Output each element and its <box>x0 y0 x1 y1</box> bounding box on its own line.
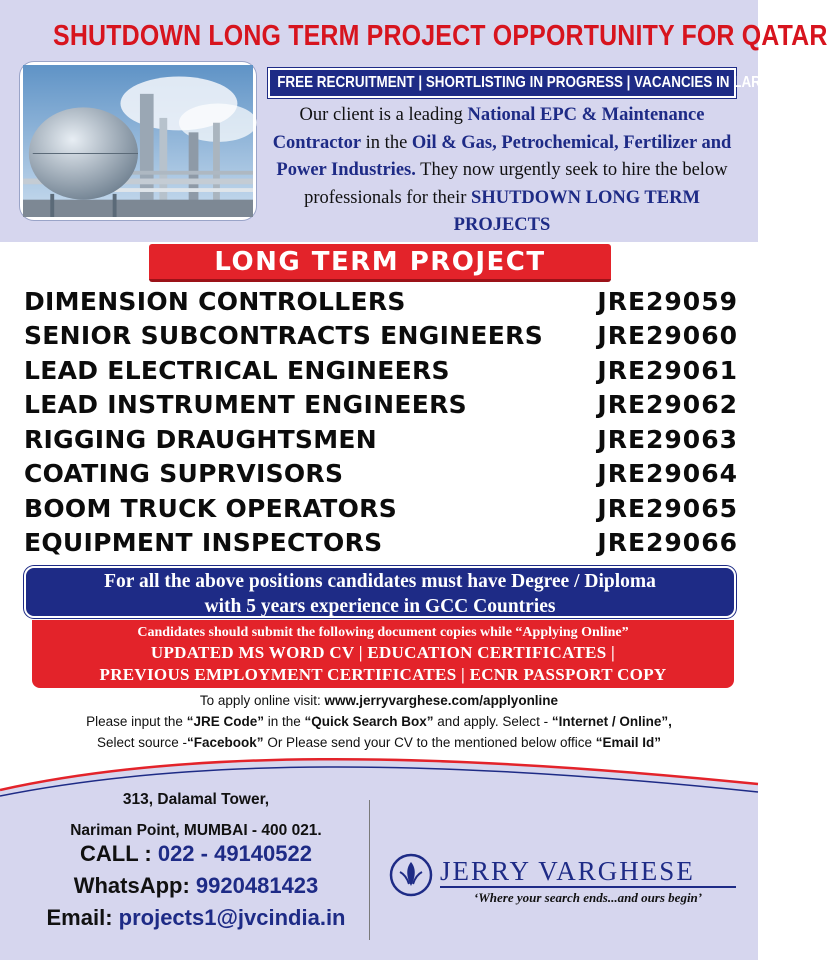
apply-emphasis: “Internet / Online”, <box>551 714 672 729</box>
list-item <box>24 319 738 354</box>
email-label: Email: <box>46 905 119 930</box>
job-code: JRE29060 <box>597 321 738 351</box>
apply-text: To apply online visit: <box>199 693 325 708</box>
recruitment-banner-text: FREE RECRUITMENT | SHORTLISTING IN PROGRESS | VACANCIES IN LARGE NOS. <box>277 74 817 91</box>
apply-emphasis: “Email Id” <box>595 735 662 750</box>
documents-line-2: PREVIOUS EMPLOYMENT CERTIFICATES | ECNR PASSPORT COPY <box>99 665 667 684</box>
job-title: DIMENSION CONTROLLERS <box>24 286 406 316</box>
section-title-bar <box>149 244 611 282</box>
documents-intro <box>32 620 734 642</box>
apply-text: Select source - <box>96 735 188 750</box>
job-code: JRE29061 <box>597 355 738 385</box>
job-code: JRE29062 <box>597 390 738 420</box>
job-title: RIGGING DRAUGHTSMEN <box>24 424 378 454</box>
apply-text: and apply. Select - <box>433 714 552 729</box>
address-line-1: 313, Dalamal Tower, <box>122 791 270 808</box>
whatsapp-number[interactable]: 9920481423 <box>195 873 319 898</box>
intro-highlight-projects: SHUTDOWN LONG TERM PROJECTS <box>453 187 700 235</box>
intro-text-2: in the <box>361 132 412 153</box>
office-address <box>40 784 352 846</box>
email-link[interactable]: projects1@jvcindia.in <box>118 905 346 930</box>
job-title: EQUIPMENT INSPECTORS <box>24 528 383 558</box>
address-line-2: Nariman Point, MUMBAI - 400 021. <box>70 822 322 839</box>
job-title: LEAD INSTRUMENT ENGINEERS <box>24 390 467 420</box>
apply-emphasis: “Quick Search Box” <box>304 714 434 729</box>
apply-text: Please input the <box>86 714 187 729</box>
requirement-line-1: For all the above positions candidates must have Degree / Diploma <box>104 571 656 592</box>
email-line <box>40 902 352 934</box>
phone-line <box>40 838 352 870</box>
documents-line-1: UPDATED MS WORD CV | EDUCATION CERTIFICATES | <box>150 643 616 662</box>
list-item <box>24 491 738 526</box>
requirement-line-2: with 5 years experience in GCC Countries <box>204 596 556 617</box>
list-item <box>24 388 738 423</box>
apply-emphasis: “JRE Code” <box>186 714 264 729</box>
list-item <box>24 526 738 561</box>
job-code: JRE29063 <box>597 424 738 454</box>
section-title: LONG TERM PROJECT <box>214 247 546 277</box>
phone-number[interactable]: 022 - 49140522 <box>157 841 312 866</box>
jerry-varghese-logo-icon <box>388 852 434 898</box>
apply-url-link[interactable]: www.jerryvarghese.com/applyonline <box>324 693 559 708</box>
requirement-bar <box>24 566 736 618</box>
job-title: BOOM TRUCK OPERATORS <box>24 493 398 523</box>
intro-highlight-contractor: National EPC & Maintenance Contractor <box>272 105 705 153</box>
documents-intro-quote: “Applying Online” <box>515 625 629 640</box>
job-title: SENIOR SUBCONTRACTS ENGINEERS <box>24 321 544 351</box>
intro-text-3: They now urgently seek to hire the below professionals for their <box>304 160 728 208</box>
intro-highlight-industries: Oil & Gas, Petrochemical, Fertilizer and Power Industries. <box>276 132 732 180</box>
job-code: JRE29066 <box>597 528 738 558</box>
brand-name: JERRY VARGHESE <box>440 856 695 886</box>
apply-line-2 <box>0 711 758 732</box>
apply-instructions <box>0 690 758 753</box>
intro-text-1: Our client is a leading <box>299 105 468 125</box>
recruitment-banner <box>268 68 817 98</box>
apply-text: in the <box>263 714 305 729</box>
documents-box <box>32 620 734 688</box>
job-code: JRE29064 <box>597 459 738 489</box>
job-code: JRE29059 <box>597 286 738 316</box>
apply-emphasis: “Facebook” <box>187 735 264 750</box>
phone-label: CALL : <box>80 841 158 866</box>
list-item <box>24 422 738 457</box>
job-title: COATING SUPRVISORS <box>24 459 344 489</box>
brand-tagline: ‘Where your search ends...and ours begin’ <box>473 890 703 905</box>
page-title: SHUTDOWN LONG TERM PROJECT OPPORTUNITY FOR QATAR <box>53 20 828 52</box>
documents-intro-text: Candidates should submit the following document copies while <box>137 625 516 640</box>
list-item <box>24 457 738 492</box>
client-intro <box>262 102 742 240</box>
brand-underline <box>440 886 736 888</box>
list-item <box>24 353 738 388</box>
whatsapp-label: WhatsApp: <box>73 873 196 898</box>
contact-details <box>40 838 352 934</box>
whatsapp-line <box>40 870 352 902</box>
job-title: LEAD ELECTRICAL ENGINEERS <box>24 355 450 385</box>
apply-line-1 <box>0 690 758 711</box>
footer-divider <box>369 800 370 940</box>
job-code: JRE29065 <box>597 493 738 523</box>
refinery-image <box>23 65 253 217</box>
list-item <box>24 284 738 319</box>
refinery-photo <box>20 62 256 220</box>
job-list <box>24 284 738 560</box>
apply-text: Or Please send your CV to the mentioned below office <box>263 735 596 750</box>
